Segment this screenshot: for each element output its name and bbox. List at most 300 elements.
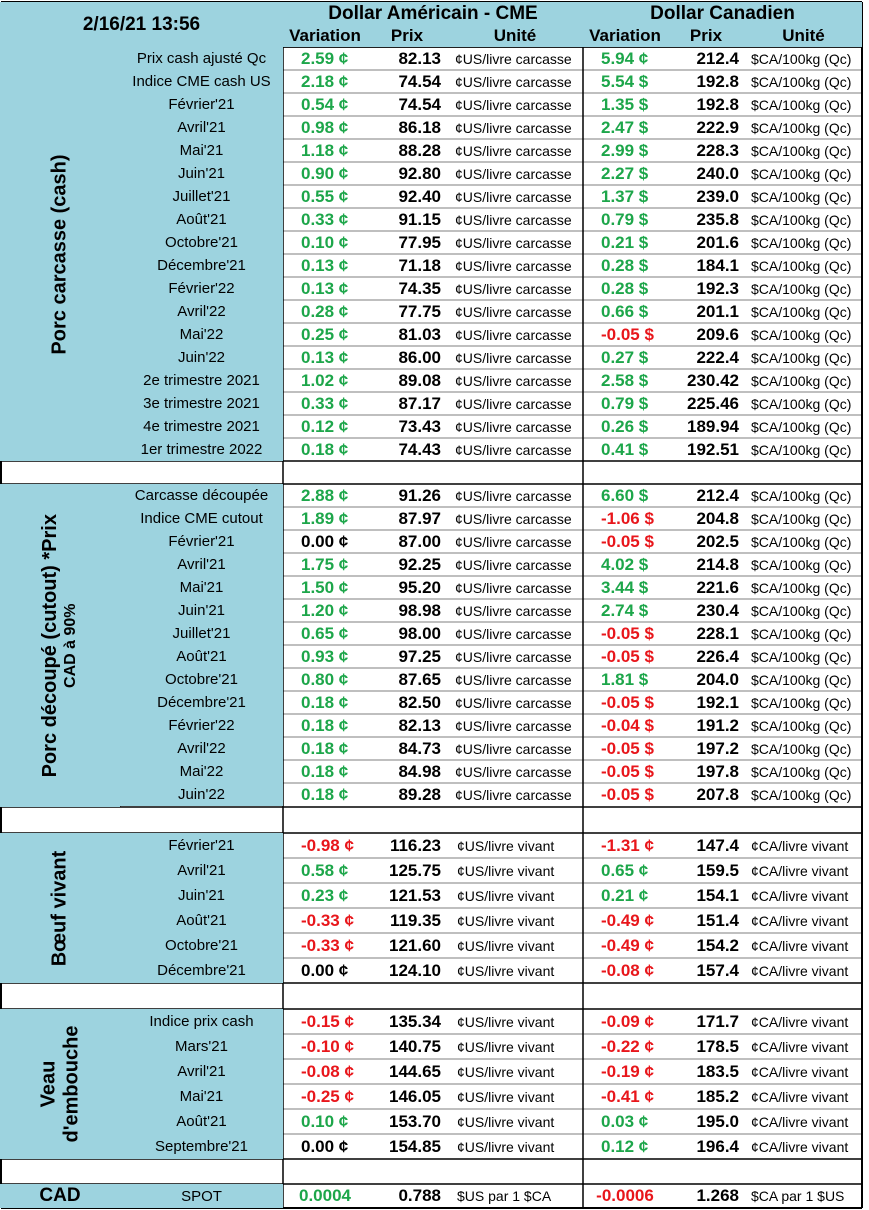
usd-unit: ¢US/livre carcasse [455,487,572,504]
usd-unit: ¢US/livre carcasse [455,763,572,780]
usd-price: 140.75 [389,1036,441,1056]
cad-price: 214.8 [696,554,739,574]
usd-variation: 0.10 ¢ [301,1111,349,1131]
usd-unit: ¢US/livre carcasse [455,372,572,389]
row-name: Août'21 [120,908,283,933]
cad-col-variation: Variation [583,25,667,47]
usd-unit: ¢US/livre carcasse [455,510,572,527]
row-name: Juin'21 [120,599,283,622]
cad-unit: ¢CA/livre vivant [751,1138,849,1155]
usd-unit: ¢US/livre carcasse [455,257,572,274]
usd-price: 82.50 [398,692,441,712]
section-label-subtext: d'embouche [60,1025,82,1143]
cad-variation: 5.54 $ [601,71,649,91]
row-name: Août'21 [120,645,283,668]
usd-price: 87.97 [398,508,441,528]
usd-price: 71.18 [398,255,441,275]
section-label-text: Bœuf vivant [48,850,71,966]
cad-variation: -0.05 $ [601,646,654,666]
cad-price: 204.8 [696,508,739,528]
usd-unit: ¢US/livre carcasse [455,395,572,412]
cad-price: 178.5 [696,1036,739,1056]
row-name: Juillet'21 [120,185,283,208]
cad-variation: 0.79 $ [601,393,649,413]
cad-unit: $CA/100kg (Qc) [751,786,852,803]
usd-price: 116.23 [389,835,441,855]
section-label-text: Porc carcasse (cash) [48,153,71,355]
usd-unit: ¢US/livre carcasse [455,556,572,573]
usd-variation: 0.00 ¢ [301,531,349,551]
usd-variation: 1.20 ¢ [301,600,349,620]
usd-price: 87.17 [398,393,441,413]
cad-unit: ¢CA/livre vivant [751,937,849,954]
row-name: Juin'21 [120,162,283,185]
usd-unit: ¢US/livre vivant [457,862,555,879]
row-name: Février'21 [120,93,283,116]
usd-price: 92.25 [398,554,441,574]
row-name: Février'21 [120,530,283,553]
usd-unit: ¢US/livre carcasse [455,602,572,619]
usd-unit: ¢US/livre vivant [457,1038,555,1055]
usd-variation: 0.18 ¢ [301,784,349,804]
cad-variation: -0.41 ¢ [601,1086,654,1106]
cad-variation: -0.19 ¢ [601,1061,654,1081]
cad-variation: 0.79 $ [601,209,649,229]
cad-price: 222.4 [696,347,739,367]
row-name: Décembre'21 [120,958,283,983]
usd-price: 74.43 [398,439,441,459]
usd-unit: ¢US/livre carcasse [455,786,572,803]
cad-unit: ¢CA/livre vivant [751,1113,849,1130]
row-name: Février'22 [120,277,283,300]
usd-price: 74.54 [398,71,441,91]
cad-price: 212.4 [696,48,739,68]
row-name: Avril'22 [120,737,283,760]
usd-col-unite: Unité [447,25,583,47]
usd-unit: ¢US/livre carcasse [455,740,572,757]
row-name: Avril'22 [120,300,283,323]
cad-price: 192.3 [696,278,739,298]
usd-variation: -0.08 ¢ [301,1061,354,1081]
usd-price: 97.25 [398,646,441,666]
cad-variation: 0.28 $ [601,255,649,275]
usd-variation: 2.88 ¢ [301,485,349,505]
row-name: Mai'21 [120,576,283,599]
cad-variation: 2.27 $ [601,163,649,183]
cad-price: 212.4 [696,485,739,505]
cad-col-prix: Prix [667,25,745,47]
cad-unit: $CA/100kg (Qc) [751,533,852,550]
cad-variation: -0.05 $ [601,692,654,712]
usd-unit: ¢US/livre vivant [457,1113,555,1130]
usd-variation: 0.28 ¢ [301,301,349,321]
cad-price: 230.4 [696,600,739,620]
row-name: Mars'21 [120,1034,283,1059]
usd-price: 84.73 [398,738,441,758]
usd-unit: ¢US/livre carcasse [455,441,572,458]
section-label [0,1009,120,1159]
usd-price: 91.26 [398,485,441,505]
usd-price: 91.15 [398,209,441,229]
cad-unit: ¢CA/livre vivant [751,1013,849,1030]
cad-unit: $CA/100kg (Qc) [751,510,852,527]
cad-variation: 2.74 $ [601,600,649,620]
usd-unit: ¢US/livre carcasse [455,142,572,159]
cad-variation: 4.02 $ [601,554,649,574]
cad-unit: $CA/100kg (Qc) [751,119,852,136]
cad-usd-unit: $US par 1 $CA [457,1188,552,1204]
usd-unit: ¢US/livre carcasse [455,349,572,366]
cad-unit: $CA/100kg (Qc) [751,188,852,205]
cad-price: 195.0 [696,1111,739,1131]
usd-price: 144.65 [389,1061,441,1081]
cad-unit: $CA/100kg (Qc) [751,50,852,67]
usd-unit: ¢US/livre carcasse [455,50,572,67]
cad-unit: $CA/100kg (Qc) [751,142,852,159]
usd-price: 121.53 [389,885,441,905]
cad-variation: 0.12 ¢ [601,1136,649,1156]
usd-unit: ¢US/livre carcasse [455,648,572,665]
cad-variation: -0.49 ¢ [601,910,654,930]
usd-variation: -0.10 ¢ [301,1036,354,1056]
usd-variation: 0.33 ¢ [301,393,349,413]
usd-price: 82.13 [398,48,441,68]
usd-price: 121.60 [389,935,441,955]
usd-variation: 0.90 ¢ [301,163,349,183]
cad-unit: $CA/100kg (Qc) [751,441,852,458]
usd-unit: ¢US/livre vivant [457,912,555,929]
usd-unit: ¢US/livre carcasse [455,234,572,251]
usd-variation: 0.65 ¢ [301,623,349,643]
cad-variation: 5.94 ¢ [601,48,649,68]
cad-price: 202.5 [696,531,739,551]
usd-price: 135.34 [389,1011,441,1031]
cad-variation: 1.35 $ [601,94,649,114]
row-name: Avril'21 [120,116,283,139]
usd-unit: ¢US/livre carcasse [455,303,572,320]
usd-variation: 0.93 ¢ [301,646,349,666]
cad-variation: 3.44 $ [601,577,649,597]
usd-price: 81.03 [398,324,441,344]
usd-price: 98.98 [398,600,441,620]
row-name: Avril'21 [120,858,283,883]
usd-variation: 0.13 ¢ [301,347,349,367]
cad-unit: $CA/100kg (Qc) [751,487,852,504]
usd-unit: ¢US/livre vivant [457,1088,555,1105]
cad-price: 235.8 [696,209,739,229]
row-name: Septembre'21 [120,1134,283,1159]
cad-variation: 1.37 $ [601,186,649,206]
usd-variation: 0.98 ¢ [301,117,349,137]
usd-unit: ¢US/livre carcasse [455,717,572,734]
row-name: Mai'21 [120,139,283,162]
usd-variation: 0.13 ¢ [301,255,349,275]
usd-variation: 0.18 ¢ [301,738,349,758]
cad-price: 171.7 [696,1011,739,1031]
cad-unit: $CA/100kg (Qc) [751,349,852,366]
usd-unit: ¢US/livre carcasse [455,694,572,711]
usd-variation: -0.33 ¢ [301,910,354,930]
cad-price: 159.5 [696,860,739,880]
cad-usd-price: 0.788 [398,1186,441,1205]
cad-unit: ¢CA/livre vivant [751,837,849,854]
cad-unit: $CA/100kg (Qc) [751,303,852,320]
usd-variation: -0.98 ¢ [301,835,354,855]
cad-price: 204.0 [696,669,739,689]
cad-variation: 0.28 $ [601,278,649,298]
cad-variation: -1.06 $ [601,508,654,528]
row-name: Mai'21 [120,1084,283,1109]
usd-col-prix: Prix [367,25,447,47]
cad-variation: 0.41 $ [601,439,649,459]
cad-variation: 0.65 ¢ [601,860,649,880]
usd-price: 87.00 [398,531,441,551]
usd-variation: -0.33 ¢ [301,935,354,955]
usd-price: 119.35 [389,910,441,930]
usd-variation: 0.00 ¢ [301,1136,349,1156]
usd-price: 125.75 [389,860,441,880]
cad-price: 197.8 [696,761,739,781]
cad-variation: 0.66 $ [601,301,649,321]
cad-price: 192.8 [696,71,739,91]
usd-price: 124.10 [389,960,441,980]
usd-unit: ¢US/livre carcasse [455,211,572,228]
cad-unit: $CA/100kg (Qc) [751,234,852,251]
usd-unit: ¢US/livre vivant [457,962,555,979]
cad-usd-variation: 0.0004 [299,1186,351,1205]
cad-col-unite: Unité [745,25,862,47]
usd-unit: ¢US/livre carcasse [455,280,572,297]
cad-unit: ¢CA/livre vivant [751,912,849,929]
cad-price: 225.46 [687,393,739,413]
usd-variation: 0.18 ¢ [301,692,349,712]
row-name: Indice CME cutout [120,507,283,530]
cad-variation: 0.27 $ [601,347,649,367]
row-name: Décembre'21 [120,691,283,714]
cad-unit: $CA/100kg (Qc) [751,556,852,573]
row-name: Indice prix cash [120,1009,283,1034]
cad-price: 184.1 [696,255,739,275]
usd-variation: 1.02 ¢ [301,370,349,390]
cad-variation: -0.09 ¢ [601,1011,654,1031]
cad-price: 209.6 [696,324,739,344]
section-label [0,47,120,461]
cad-unit: $CA/100kg (Qc) [751,165,852,182]
cad-variation: 0.26 $ [601,416,649,436]
row-name: Indice CME cash US [120,70,283,93]
cad-unit: $CA/100kg (Qc) [751,648,852,665]
row-name: Prix cash ajusté Qc [120,47,283,70]
cad-price: 240.0 [696,163,739,183]
cad-price: 147.4 [696,835,739,855]
row-name: Juin'22 [120,346,283,369]
cad-unit: ¢CA/livre vivant [751,887,849,904]
usd-variation: 0.00 ¢ [301,960,349,980]
cad-price: 192.1 [696,692,739,712]
cad-price: 151.4 [696,910,739,930]
row-name: Août'21 [120,1109,283,1134]
usd-variation: 2.18 ¢ [301,71,349,91]
usd-price: 87.65 [398,669,441,689]
cad-variation: 6.60 $ [601,485,649,505]
usd-unit: ¢US/livre carcasse [455,119,572,136]
cad-variation: -0.05 $ [601,761,654,781]
cad-unit: $CA/100kg (Qc) [751,740,852,757]
usd-unit: ¢US/livre carcasse [455,165,572,182]
usd-price: 86.00 [398,347,441,367]
cad-unit: $CA/100kg (Qc) [751,418,852,435]
cad-unit: $CA/100kg (Qc) [751,579,852,596]
cad-variation: -0.05 $ [601,623,654,643]
cad-unit: $CA/100kg (Qc) [751,372,852,389]
cad-cad-price: 1.268 [696,1186,739,1205]
cad-price: 221.6 [696,577,739,597]
usd-price: 77.75 [398,301,441,321]
usd-unit: ¢US/livre vivant [457,1063,555,1080]
cad-price: 239.0 [696,186,739,206]
cad-unit: $CA/100kg (Qc) [751,602,852,619]
row-name: Août'21 [120,208,283,231]
usd-unit: ¢US/livre carcasse [455,96,572,113]
section-label-text: Veau [37,1060,59,1108]
usd-price: 95.20 [398,577,441,597]
timestamp: 2/16/21 13:56 [0,2,283,47]
cad-unit: $CA/100kg (Qc) [751,625,852,642]
section-label-subtext: CAD à 90% [62,603,80,688]
usd-price: 82.13 [398,715,441,735]
cad-unit: $CA/100kg (Qc) [751,280,852,297]
cad-variation: -0.05 $ [601,738,654,758]
usd-unit: ¢US/livre vivant [457,1138,555,1155]
cad-price: 226.4 [696,646,739,666]
usd-unit: ¢US/livre carcasse [455,533,572,550]
usd-price: 77.95 [398,232,441,252]
cad-price: 157.4 [696,960,739,980]
row-name: Juin'21 [120,883,283,908]
cad-variation: 2.47 $ [601,117,649,137]
usd-variation: 0.54 ¢ [301,94,349,114]
usd-variation: 1.75 ¢ [301,554,349,574]
cad-variation: 2.58 $ [601,370,649,390]
usd-price: 92.40 [398,186,441,206]
cad-unit: $CA/100kg (Qc) [751,694,852,711]
usd-price: 154.85 [389,1136,441,1156]
usd-price: 89.08 [398,370,441,390]
usd-price: 146.05 [389,1086,441,1106]
cad-unit: ¢CA/livre vivant [751,1063,849,1080]
cad-variation: 0.21 $ [601,232,649,252]
section-label [0,484,120,807]
usd-unit: ¢US/livre vivant [457,937,555,954]
cad-unit: ¢CA/livre vivant [751,1038,849,1055]
usd-variation: 0.23 ¢ [301,885,349,905]
usd-price: 92.80 [398,163,441,183]
cad-unit: $CA/100kg (Qc) [751,211,852,228]
usd-unit: ¢US/livre vivant [457,837,555,854]
usd-unit: ¢US/livre carcasse [455,671,572,688]
cad-variation: 0.03 ¢ [601,1111,649,1131]
cad-price: 189.94 [687,416,739,436]
usd-variation: 1.18 ¢ [301,140,349,160]
cad-variation: -0.22 ¢ [601,1036,654,1056]
row-name: Octobre'21 [120,231,283,254]
cad-variation: 2.99 $ [601,140,649,160]
row-name: Février'22 [120,714,283,737]
usd-price: 153.70 [389,1111,441,1131]
cad-price: 191.2 [696,715,739,735]
row-name: Juillet'21 [120,622,283,645]
row-name: 1er trimestre 2022 [120,438,283,461]
cad-price: 207.8 [696,784,739,804]
cad-price: 230.42 [687,370,739,390]
usd-unit: ¢US/livre carcasse [455,579,572,596]
cad-price: 201.1 [696,301,739,321]
usd-price: 98.00 [398,623,441,643]
row-name: Mai'22 [120,760,283,783]
cad-unit: ¢CA/livre vivant [751,862,849,879]
cad-variation: -0.05 $ [601,531,654,551]
section-label-text: Porc découpé (cutout) *Prix [39,513,62,778]
usd-unit: ¢US/livre vivant [457,1013,555,1030]
usd-unit: ¢US/livre carcasse [455,73,572,90]
usd-variation: 0.13 ¢ [301,278,349,298]
cad-price: 192.51 [687,439,739,459]
cad-price: 185.2 [696,1086,739,1106]
usd-unit: ¢US/livre carcasse [455,188,572,205]
usd-variation: 0.12 ¢ [301,416,349,436]
usd-price: 86.18 [398,117,441,137]
cad-price: 228.3 [696,140,739,160]
cad-unit: $CA/100kg (Qc) [751,671,852,688]
cad-variation: 0.21 ¢ [601,885,649,905]
cad-spot-name: SPOT [120,1184,283,1208]
cad-price: 201.6 [696,232,739,252]
usd-unit: ¢US/livre carcasse [455,326,572,343]
row-name: 2e trimestre 2021 [120,369,283,392]
usd-unit: ¢US/livre vivant [457,887,555,904]
cad-variation: 1.81 $ [601,669,649,689]
usd-variation: 0.55 ¢ [301,186,349,206]
usd-unit: ¢US/livre carcasse [455,625,572,642]
usd-variation: -0.15 ¢ [301,1011,354,1031]
cad-unit: ¢CA/livre vivant [751,962,849,979]
cad-unit: $CA/100kg (Qc) [751,326,852,343]
cad-variation: -0.05 $ [601,324,654,344]
row-name: Avril'21 [120,1059,283,1084]
usd-variation: 1.50 ¢ [301,577,349,597]
cad-variation: -0.04 $ [601,715,654,735]
usd-price: 89.28 [398,784,441,804]
usd-variation: 0.10 ¢ [301,232,349,252]
row-name: Octobre'21 [120,668,283,691]
usd-variation: -0.25 ¢ [301,1086,354,1106]
row-name: Décembre'21 [120,254,283,277]
usd-variation: 0.33 ¢ [301,209,349,229]
usd-variation: 2.59 ¢ [301,48,349,68]
usd-variation: 0.18 ¢ [301,439,349,459]
usd-variation: 0.25 ¢ [301,324,349,344]
cad-unit: $CA/100kg (Qc) [751,96,852,113]
row-name: Février'21 [120,833,283,858]
row-name: Octobre'21 [120,933,283,958]
cad-cad-unit: $CA par 1 $US [751,1188,845,1204]
cad-price: 197.2 [696,738,739,758]
usd-price: 74.54 [398,94,441,114]
cad-variation: -1.31 ¢ [601,835,654,855]
usd-title: Dollar Américain - CME [283,2,583,25]
cad-cad-variation: -0.0006 [596,1186,654,1205]
cad-variation: -0.08 ¢ [601,960,654,980]
